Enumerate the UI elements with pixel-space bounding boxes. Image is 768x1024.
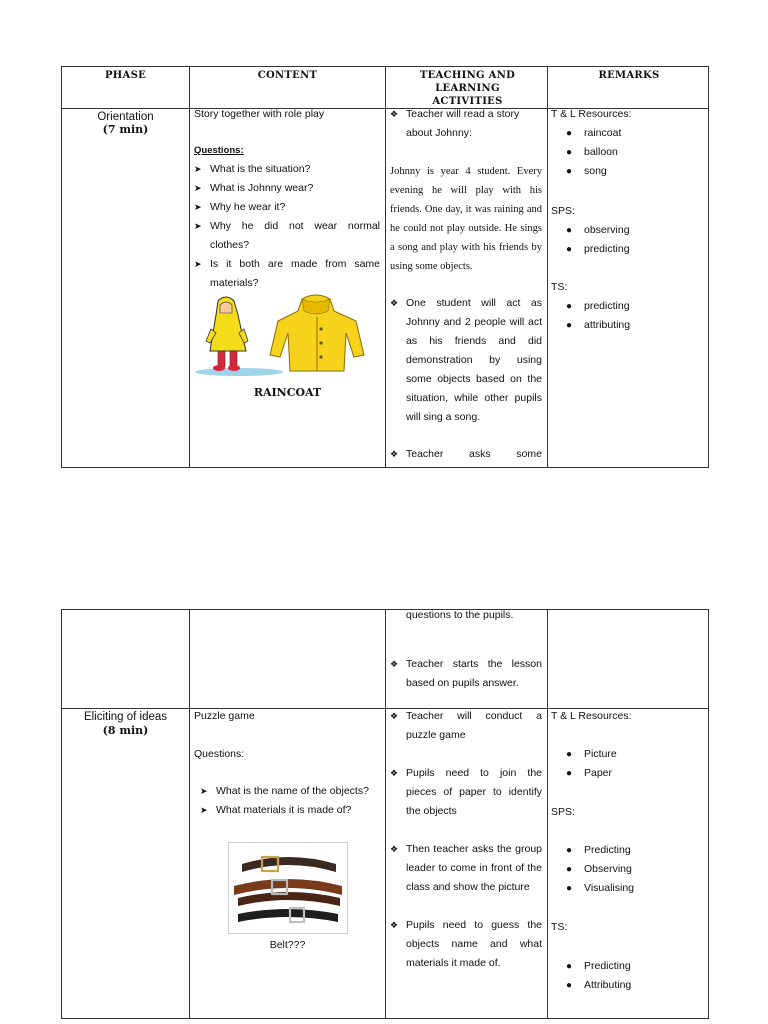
list-item: ❖ Teacher starts the lesson based on pupils answer.	[390, 655, 542, 693]
arrow-bullet-icon: ➤	[200, 805, 208, 815]
list-item: ➤ What materials it is made of?	[200, 801, 384, 820]
diamond-bullet-icon: ❖	[390, 109, 399, 119]
dot-bullet-icon: ●	[566, 749, 573, 760]
list-item: ➤ Why he did not wear normal clothes?	[194, 217, 380, 255]
arrow-bullet-icon: ➤	[194, 164, 202, 174]
diamond-bullet-icon: ❖	[390, 844, 399, 854]
dot-bullet-icon: ●	[566, 980, 573, 991]
phase-duration: (7 min)	[102, 123, 149, 136]
dot-bullet-icon: ●	[566, 961, 573, 972]
list-item: ● Predicting	[566, 841, 634, 860]
tl-resources-label: T & L Resources:	[551, 710, 632, 722]
list-item: ❖ One student will act as Johnny and 2 people will act as his friends and did demonstration by using some objects based on the situation, while other pupils will sing a song.	[390, 294, 542, 427]
questions-list	[194, 160, 380, 293]
lesson-table-2	[61, 609, 709, 1019]
questions-label: Questions:	[194, 145, 244, 156]
header-phase: PHASE	[104, 70, 147, 81]
ts-list	[566, 957, 631, 995]
arrow-bullet-icon: ➤	[200, 786, 208, 796]
dot-bullet-icon: ●	[566, 768, 573, 779]
column-divider	[189, 610, 190, 1018]
story-text: Johnny is year 4 student. Every evening he will play with his friends. One day, it was raining and he could not play outside. He sings a song and play with his friends by using some objects.	[390, 166, 542, 272]
list-item: ➤ What is the name of the objects?	[200, 782, 384, 801]
dot-bullet-icon: ●	[566, 320, 573, 331]
list-item: ● observing	[566, 221, 630, 240]
sps-list	[566, 841, 634, 898]
dot-bullet-icon: ●	[566, 244, 573, 255]
continued-text: questions to the pupils.	[406, 609, 514, 621]
diamond-bullet-icon: ❖	[390, 768, 399, 778]
dot-bullet-icon: ●	[566, 166, 573, 177]
header-remarks: REMARKS	[598, 70, 660, 81]
dot-bullet-icon: ●	[566, 147, 573, 158]
column-divider	[385, 67, 386, 467]
tl-resources-list	[566, 745, 617, 783]
belt-image	[228, 842, 348, 934]
list-item: ● Visualising	[566, 879, 634, 898]
list-item: ❖ Teacher will conduct a puzzle game	[390, 707, 542, 745]
list-item: ➤ Is it both are made from same materials?	[194, 255, 380, 293]
activities-list-1	[390, 105, 542, 143]
list-item: ❖ Pupils need to join the pieces of paper to identify the objects	[390, 764, 542, 821]
column-divider	[385, 610, 386, 1018]
phase-name: Orientation	[97, 111, 154, 123]
diamond-bullet-icon: ❖	[390, 298, 399, 308]
list-item: ● predicting	[566, 297, 630, 316]
list-item: ● Predicting	[566, 957, 631, 976]
phase-name: Eliciting of ideas	[83, 711, 168, 723]
raincoat-image	[194, 293, 384, 379]
phase-duration: (8 min)	[102, 724, 149, 737]
activities-list	[390, 707, 542, 973]
dot-bullet-icon: ●	[566, 128, 573, 139]
column-divider	[547, 67, 548, 467]
list-item: ❖ Teacher will read a story about Johnny:	[390, 105, 542, 143]
activities-list-2	[390, 294, 542, 427]
arrow-bullet-icon: ➤	[194, 183, 202, 193]
content-intro: Puzzle game	[194, 710, 255, 722]
list-item: ➤ What is the situation?	[194, 160, 380, 179]
sps-list	[566, 221, 630, 259]
activities-list-3	[390, 445, 542, 464]
dot-bullet-icon: ●	[566, 864, 573, 875]
header-activities: TEACHING AND LEARNING ACTIVITIES	[419, 70, 516, 107]
diamond-bullet-icon: ❖	[390, 711, 399, 721]
tl-resources-label: T & L Resources:	[551, 108, 632, 120]
diamond-bullet-icon: ❖	[390, 659, 399, 669]
questions-label: Questions:	[194, 748, 245, 760]
arrow-bullet-icon: ➤	[194, 202, 202, 212]
header-content: CONTENT	[257, 70, 318, 81]
list-item: ➤ What is Johnny wear?	[194, 179, 380, 198]
tl-resources-list	[566, 124, 621, 181]
sps-label: SPS:	[551, 205, 575, 217]
dot-bullet-icon: ●	[566, 883, 573, 894]
list-item: ● song	[566, 162, 621, 181]
dot-bullet-icon: ●	[566, 225, 573, 236]
ts-label: TS:	[551, 281, 568, 293]
ts-label: TS:	[551, 921, 568, 933]
list-item: ● Observing	[566, 860, 634, 879]
list-item: ❖ Teacher asks some	[390, 445, 542, 464]
continued-list	[390, 655, 542, 693]
arrow-bullet-icon: ➤	[194, 221, 202, 231]
list-item: ● Attributing	[566, 976, 631, 995]
list-item: ● balloon	[566, 143, 621, 162]
list-item: ● raincoat	[566, 124, 621, 143]
list-item: ❖ Then teacher asks the group leader to come in front of the class and show the picture	[390, 840, 542, 897]
sps-label: SPS:	[551, 806, 575, 818]
list-item: ● predicting	[566, 240, 630, 259]
diamond-bullet-icon: ❖	[390, 449, 399, 459]
raincoat-caption: RAINCOAT	[253, 386, 322, 399]
column-divider	[547, 610, 548, 1018]
list-item: ● Paper	[566, 764, 617, 783]
ts-list	[566, 297, 630, 335]
column-divider	[189, 67, 190, 467]
list-item: ● Picture	[566, 745, 617, 764]
dot-bullet-icon: ●	[566, 845, 573, 856]
arrow-bullet-icon: ➤	[194, 259, 202, 269]
list-item: ❖ Pupils need to guess the objects name and what materials it made of.	[390, 916, 542, 973]
diamond-bullet-icon: ❖	[390, 920, 399, 930]
list-item: ● attributing	[566, 316, 630, 335]
dot-bullet-icon: ●	[566, 301, 573, 312]
lesson-table-1	[61, 66, 709, 468]
belt-caption: Belt???	[269, 939, 306, 951]
content-intro: Story together with role play	[194, 108, 325, 120]
list-item: ➤ Why he wear it?	[194, 198, 380, 217]
questions-list	[200, 782, 384, 820]
